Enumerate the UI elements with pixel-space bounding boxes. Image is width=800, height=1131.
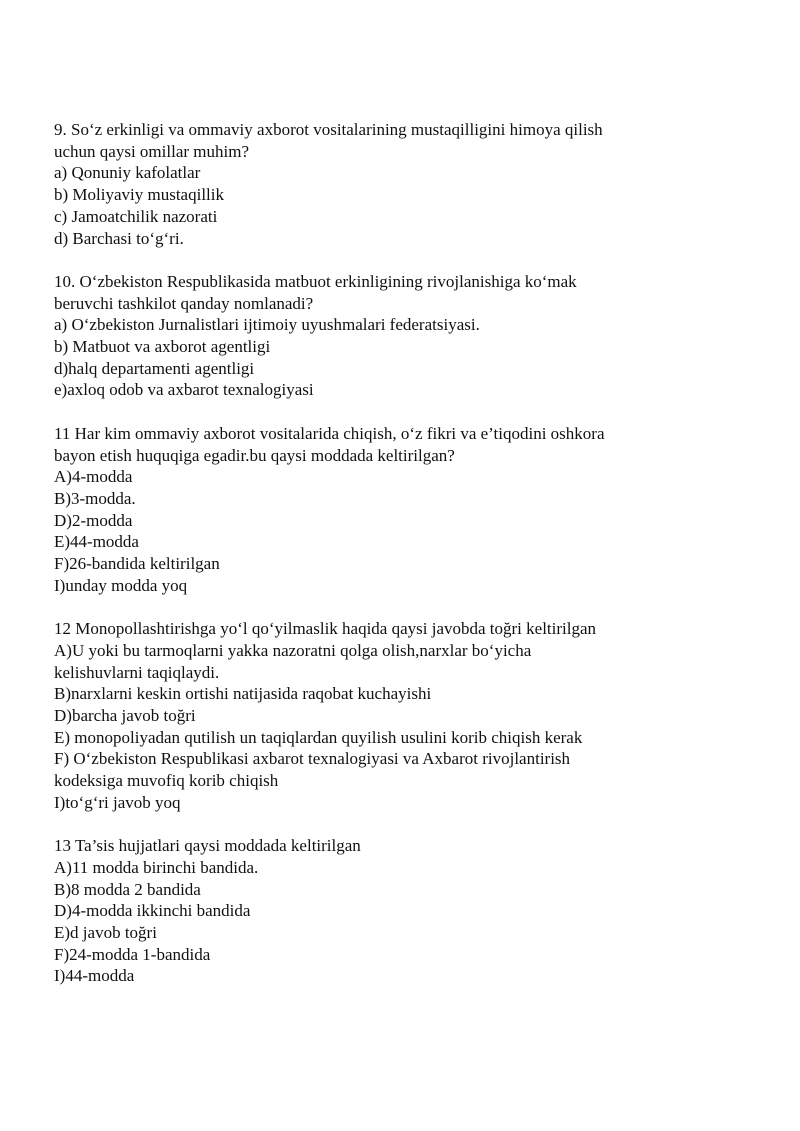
question-9 <box>54 119 754 249</box>
answer-option: B)3-modda. <box>54 488 136 508</box>
answer-option: B)8 modda 2 bandida <box>54 879 201 899</box>
answer-option: B)narxlarni keskin ortishi natijasida raqobat kuchayishi <box>54 684 432 704</box>
answer-option: F)26-bandida keltirilgan <box>54 554 220 574</box>
answer-option: F)24-modda 1-bandida <box>54 944 211 964</box>
question-10 <box>54 271 754 401</box>
answer-option: c) Jamoatchilik nazorati <box>54 206 218 226</box>
question-text: 9. So‘z erkinligi va ommaviy axborot vositalarining mustaqilligini himoya qilish uchun qaysi omillar muhim? <box>54 120 603 161</box>
answer-option: a) Qonuniy kafolatlar <box>54 163 201 183</box>
answer-option: A)11 modda birinchi bandida. <box>54 857 259 877</box>
answer-option: E) monopoliyadan qutilish un taqiqlardan quyilish usulini korib chiqish kerak <box>54 727 583 747</box>
question-11 <box>54 423 754 597</box>
document-content <box>54 119 754 1009</box>
question-12 <box>54 618 754 813</box>
answer-option: F) O‘zbekiston Respublikasi axbarot texnalogiyasi va Axbarot rivojlantirish kodeksiga muvofiq korib chiqish <box>54 749 571 791</box>
answer-option: E)44-modda <box>54 532 139 552</box>
answer-option: E)d javob toğri <box>54 922 157 942</box>
answer-option: A)U yoki bu tarmoqlarni yakka nazoratni qolga olish,narxlar bo‘yicha kelishuvlarni taqiqlaydi. <box>54 640 532 682</box>
answer-option: b) Moliyaviy mustaqillik <box>54 185 224 205</box>
question-text: 12 Monopollashtirishga yo‘l qo‘yilmaslik haqida qaysi javobda toğri keltirilgan <box>54 619 597 639</box>
answer-option: D)barcha javob toğri <box>54 705 196 725</box>
question-text: 13 Ta’sis hujjatlari qaysi moddada keltirilgan <box>54 836 361 856</box>
answer-option: I)unday modda yoq <box>54 575 188 595</box>
answer-option: b) Matbuot va axborot agentligi <box>54 337 271 357</box>
answer-option: e)axloq odob va axbarot texnalogiyasi <box>54 380 314 400</box>
answer-option: A)4-modda <box>54 467 133 487</box>
answer-option: d)halq departamenti agentligi <box>54 358 255 378</box>
answer-option: D)2-modda <box>54 510 133 530</box>
question-text: 11 Har kim ommaviy axborot vositalarida chiqish, o‘z fikri va e’tiqodini oshkora bayon etish huquqiga egadir.bu qaysi moddada keltirilgan? <box>54 423 605 465</box>
answer-option: D)4-modda ikkinchi bandida <box>54 901 251 921</box>
answer-option: a) O‘zbekiston Jurnalistlari ijtimoiy uyushmalari federatsiyasi. <box>54 315 480 335</box>
question-13 <box>54 835 754 987</box>
question-text: 10. O‘zbekiston Respublikasida matbuot erkinligining rivojlanishiga ko‘mak beruvchi tashkilot qanday nomlanadi? <box>54 271 577 313</box>
answer-option: I)to‘g‘ri javob yoq <box>54 792 181 812</box>
answer-option: I)44-modda <box>54 966 135 986</box>
answer-option: d) Barchasi to‘g‘ri. <box>54 228 184 248</box>
